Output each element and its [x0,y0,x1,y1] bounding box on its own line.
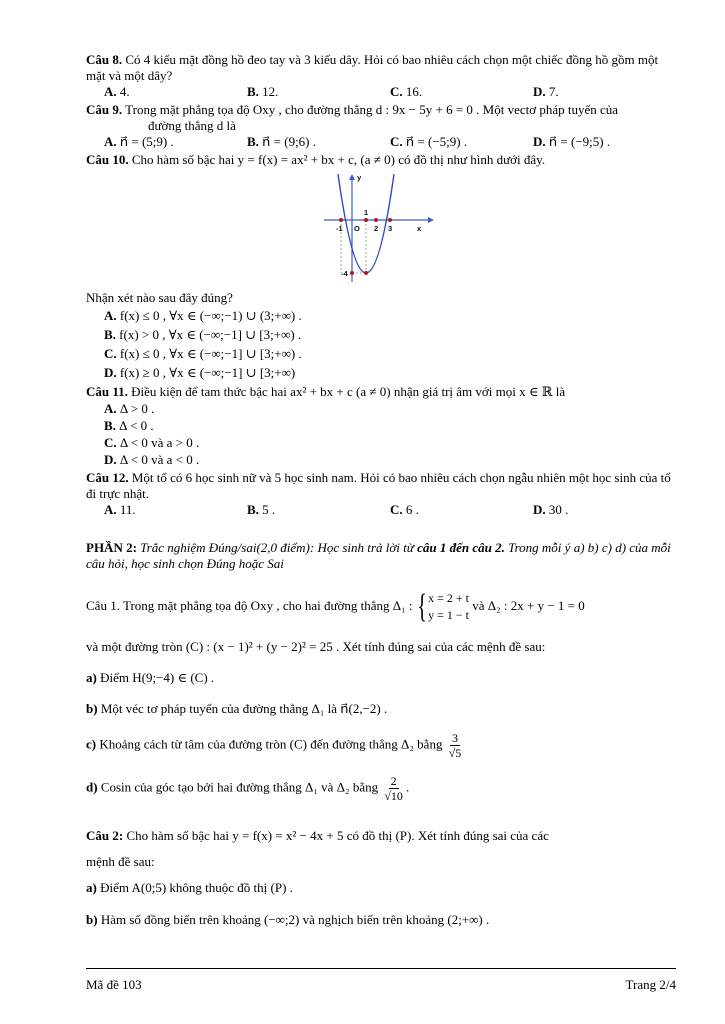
option-text: 6 . [405,502,419,517]
option-key: B. [247,84,259,99]
option-a [104,400,422,417]
option-c [390,84,533,100]
option-d [104,451,422,468]
system-lines [428,590,469,624]
statement-end: . [405,779,410,795]
system-line-2: y = 1 − t [428,608,469,622]
option-key: D. [533,502,546,517]
option-key: C. [390,84,403,99]
option-d [533,134,676,150]
part2-question-2 [86,823,676,849]
option-text: f(x) > 0 , ∀x ∈ (−∞;−1] ∪ [3;+∞) . [119,327,302,342]
part2-question-2-text: Cho hàm số bậc hai y = f(x) = x² − 4x + 5 có đồ thị (P). Xét tính đúng sai của các [126,828,549,843]
option-key: C. [104,435,117,450]
option-key: B. [104,418,116,433]
question-12 [86,470,676,502]
part2-question-1 [86,590,676,624]
statement-text: Điểm H(9;−4) ∈ (C) . [100,670,215,685]
statement-key: d) [86,779,98,795]
question-8 [86,52,676,84]
part-2-intro [86,540,676,572]
x-axis-arrow [428,217,434,223]
statement-a [86,875,676,901]
part2-question-2-label: Câu 2: [86,828,124,843]
part2-question-1-label: Câu 1. [86,597,120,613]
question-12-label: Câu 12. [86,470,129,485]
option-text: n⃗ = (−5;9) . [405,134,468,149]
option-text: Δ < 0 và a > 0 . [119,435,200,450]
statement-text: Khoảng cách từ tâm của đường tròn (C) đến đường thẳng Δ₂ bằng [99,736,443,752]
part2-question-1-text-cont: và một đường tròn (C) : (x − 1)² + (y − 2)² = 25 . Xét tính đúng sai của các mệnh đề sau: [86,639,546,654]
question-9-options [104,134,676,150]
option-text: 5 . [262,502,276,517]
question-10-label: Câu 10. [86,152,129,167]
system-line-1: x = 2 + t [428,591,469,605]
option-text: Δ > 0 . [119,401,155,416]
option-a [104,84,247,100]
fraction [384,774,403,803]
fraction [449,731,462,760]
option-d [104,363,422,382]
question-11 [86,384,676,400]
statement-b [86,700,676,717]
statement-text: Cosin của góc tạo bởi hai đường thẳng Δ₁ và Δ₂ bằng [100,779,379,795]
statement-key: b) [86,912,98,927]
question-12-text: Một tổ có 6 học sinh nữ và 5 học sinh nam. Hỏi có bao nhiêu cách chọn ngẫu nhiên một học sinh của tổ đi trực nhật. [86,470,671,501]
option-text: f(x) ≤ 0 , ∀x ∈ (−∞;−1) ∪ (3;+∞) . [119,308,302,323]
part2-question-2-text-cont: mệnh đề sau: [86,854,155,869]
statement-text: Một véc tơ pháp tuyến của đường thẳng Δ₁ là n⃗(2,−2) . [100,701,388,716]
question-11-options [104,400,676,468]
statement-text: Điểm A(0;5) không thuộc đồ thị (P) . [100,880,293,895]
fraction-denominator: √10 [384,789,403,803]
option-text: Δ < 0 . [119,418,154,433]
option-key: B. [104,327,116,342]
part-2-intro-c: Trong mỗi ý a) b) c) d) của mỗi câu hỏi, học sinh chọn Đúng hoặc Sai [86,540,671,571]
option-a [104,306,422,325]
option-text: n⃗ = (5;9) . [119,134,174,149]
option-a [104,134,247,150]
option-key: A. [104,401,117,416]
option-text: n⃗ = (9;6) . [262,134,317,149]
question-10-prompt: Nhận xét nào sau đây đúng? [86,290,233,305]
x-tick-label: -1 [336,224,343,233]
y-axis-arrow [349,174,355,180]
option-text: 7. [548,84,559,99]
option-text: f(x) ≥ 0 , ∀x ∈ (−∞;−1] ∪ [3;+∞) [119,365,296,380]
option-c [104,434,422,451]
exam-page [86,50,676,933]
option-text: 4. [119,84,130,99]
question-9-text-cont: đường thẳng d là [148,118,236,133]
line-system [416,590,469,624]
question-9-label: Câu 9. [86,102,123,117]
parabola-curve [338,174,394,273]
option-key: B. [247,502,259,517]
statement-key: a) [86,670,97,685]
part2-question-1-text-after: và Δ₂ : 2x + y − 1 = 0 [472,597,585,613]
y-axis-label: y [357,174,362,182]
question-10 [86,152,676,168]
option-text: f(x) ≤ 0 , ∀x ∈ (−∞;−1] ∪ [3;+∞) . [119,346,302,361]
option-key: D. [533,134,546,149]
option-key: A. [104,84,117,99]
option-a [104,502,247,518]
y-tick-label: 1 [364,208,369,217]
part-2-label: PHẦN 2: [86,540,137,555]
origin-label: O [354,224,360,233]
exam-code: Mã đề 103 [86,977,142,992]
statement-a [86,669,676,686]
option-text: 11. [119,502,136,517]
statement-key: a) [86,880,97,895]
option-text: Δ < 0 và a < 0 . [119,452,200,467]
x-axis-label: x [417,224,422,233]
option-key: D. [104,452,117,467]
page-footer [86,968,676,993]
option-key: A. [104,502,117,517]
option-key: C. [104,346,117,361]
option-key: D. [104,365,117,380]
fraction-numerator: 3 [452,731,458,745]
option-key: A. [104,134,117,149]
question-9-text: Trong mặt phẳng tọa độ Oxy , cho đường thẳng d : 9x − 5y + 6 = 0 . Một vectơ pháp tuyến của [125,102,619,117]
statement-b [86,907,676,933]
page-number: Trang 2/4 [625,977,676,992]
option-b [104,325,422,344]
statement-key: c) [86,736,97,752]
option-text: 16. [405,84,423,99]
statement-d [86,774,676,803]
question-9 [86,102,676,118]
statement-key: b) [86,701,98,716]
option-key: C. [390,134,403,149]
option-d [533,502,676,518]
question-11-label: Câu 11. [86,384,128,399]
option-c [390,134,533,150]
x-tick-label: 3 [388,224,393,233]
option-key: C. [390,502,403,517]
option-c [390,502,533,518]
y-tick-label: -4 [341,269,348,278]
question-8-label: Câu 8. [86,52,123,67]
question-10-text: Cho hàm số bậc hai y = f(x) = ax² + bx + c, (a ≠ 0) có đồ thị như hình dưới đây. [131,152,546,167]
x-tick-label: 2 [374,224,379,233]
fraction-denominator: √5 [448,746,462,760]
fraction-numerator: 2 [390,774,397,788]
statement-text: Hàm số đồng biến trên khoảng (−∞;2) và nghịch biến trên khoảng (2;+∞) . [100,912,490,927]
option-b [247,502,390,518]
option-b [247,134,390,150]
option-b [104,417,422,434]
option-key: B. [247,134,259,149]
option-d [533,84,676,100]
question-12-options [104,502,676,518]
option-c [104,344,422,363]
parabola-graph [324,174,434,284]
brace-glyph: { [417,588,427,625]
option-key: A. [104,308,117,323]
option-text: 12. [262,84,279,99]
question-8-options [104,84,676,100]
part2-question-1-text: Trong mặt phẳng tọa độ Oxy , cho hai đường thẳng Δ₁ : [122,597,413,613]
part-2-intro-b: câu 1 đến câu 2. [417,540,505,555]
option-text: n⃗ = (−9;5) . [548,134,611,149]
question-10-options [104,306,676,382]
question-11-text: Điều kiện để tam thức bậc hai ax² + bx + c (a ≠ 0) nhận giá trị âm với mọi x ∈ ℝ là [131,384,566,399]
statement-c [86,731,676,760]
option-key: D. [533,84,546,99]
part-2-intro-a: Trắc nghiệm Đúng/sai(2,0 điểm): Học sinh trả lời từ [140,540,414,555]
option-text: 30 . [548,502,569,517]
question-8-text: Có 4 kiểu mặt đồng hồ đeo tay và 3 kiểu dây. Hỏi có bao nhiêu cách chọn một chiếc đồng hồ gồm một mặt và một dây? [86,52,659,83]
option-b [247,84,390,100]
